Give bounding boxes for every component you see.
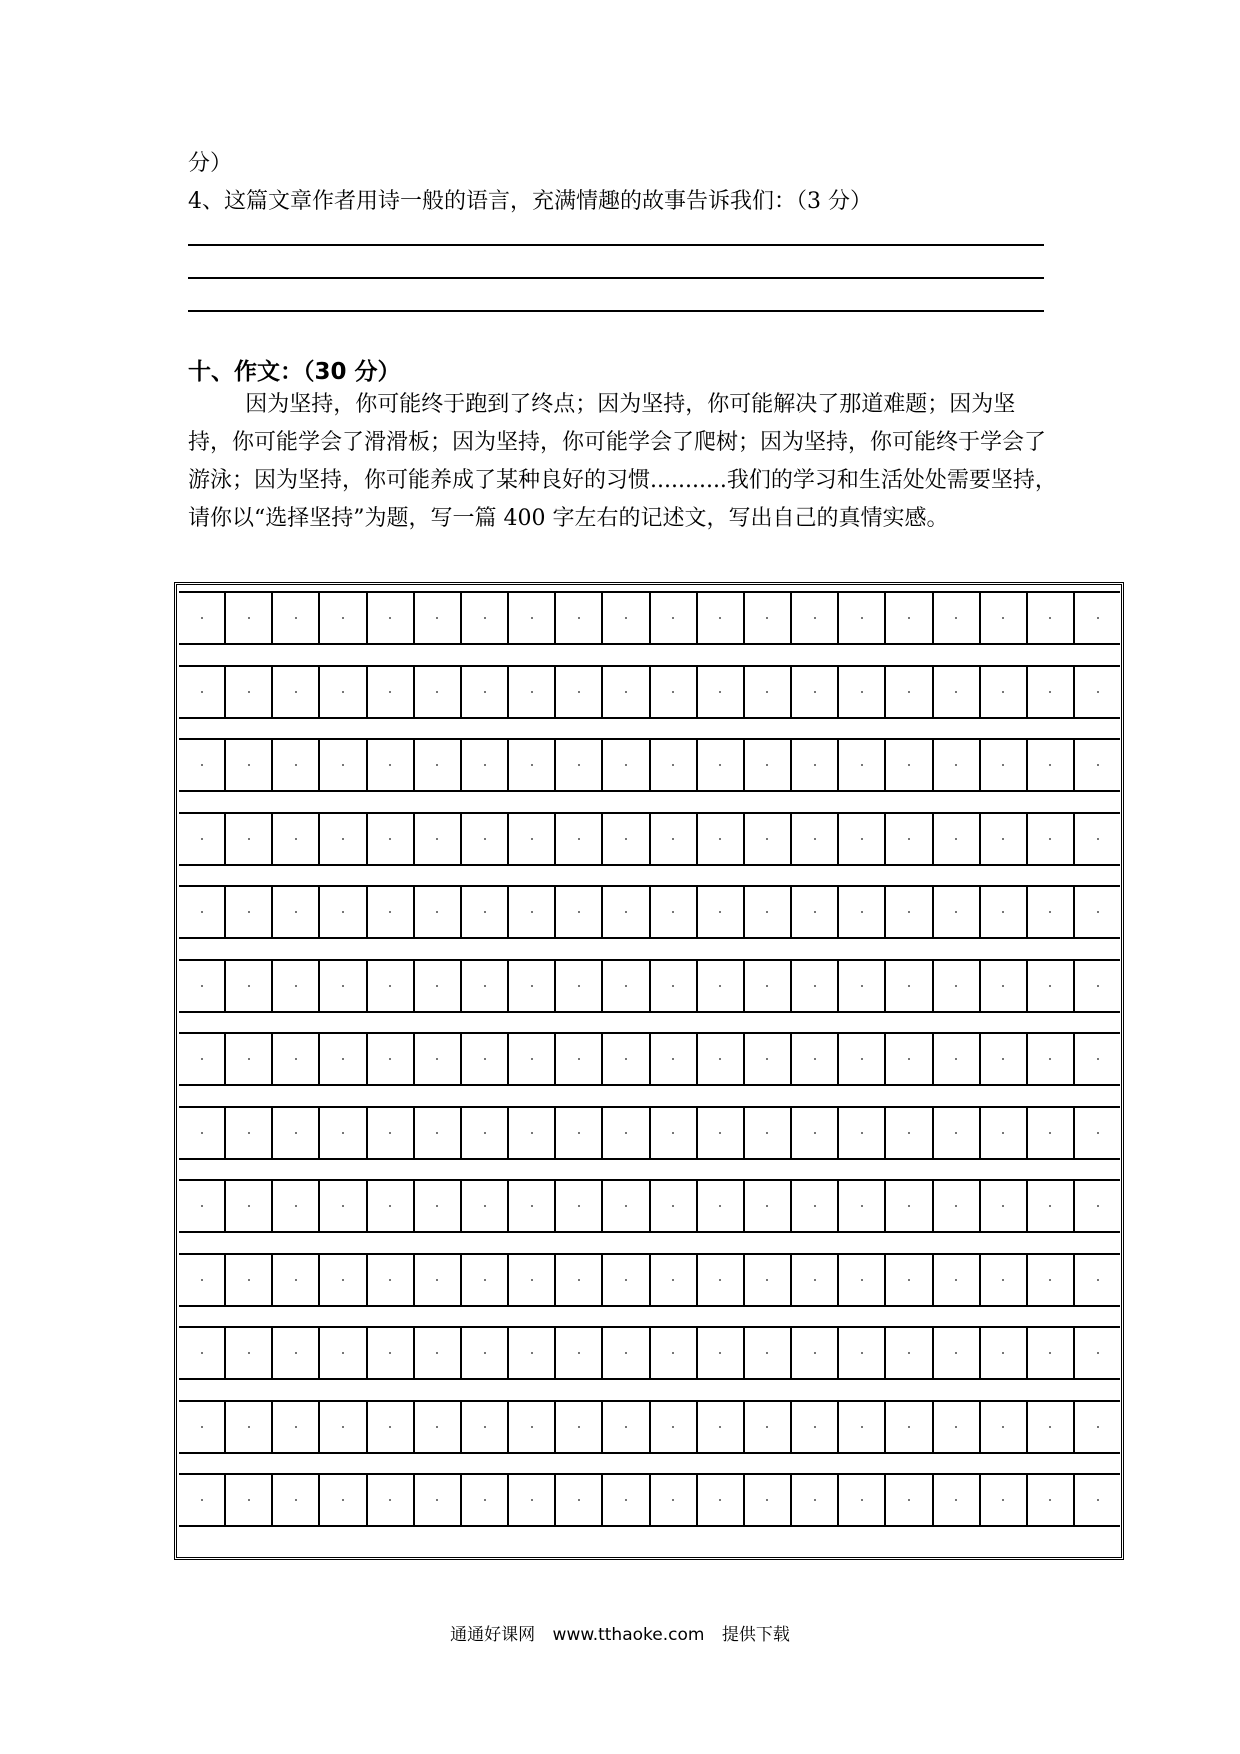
grid-cell[interactable]: [273, 740, 320, 790]
grid-cell[interactable]: [745, 887, 792, 937]
grid-cell[interactable]: [556, 593, 603, 643]
grid-cell[interactable]: [226, 961, 273, 1011]
grid-cell[interactable]: [1075, 814, 1120, 864]
grid-cell[interactable]: [1075, 1181, 1120, 1231]
grid-cell[interactable]: [320, 667, 367, 717]
grid-cell[interactable]: [556, 887, 603, 937]
grid-cell[interactable]: [462, 1034, 509, 1084]
grid-cell[interactable]: [509, 740, 556, 790]
grid-cell[interactable]: [1028, 887, 1075, 937]
grid-cell[interactable]: [934, 1475, 981, 1525]
grid-cell[interactable]: [981, 1034, 1028, 1084]
grid-cell[interactable]: [179, 814, 226, 864]
grid-cell[interactable]: [745, 1475, 792, 1525]
grid-cell[interactable]: [792, 961, 839, 1011]
grid-cell[interactable]: [698, 1328, 745, 1378]
grid-cell[interactable]: [934, 1402, 981, 1452]
grid-cell[interactable]: [839, 667, 886, 717]
grid-cell[interactable]: [698, 1181, 745, 1231]
grid-cell[interactable]: [226, 1475, 273, 1525]
grid-cell[interactable]: [1028, 1402, 1075, 1452]
grid-cell[interactable]: [934, 961, 981, 1011]
grid-cell[interactable]: [1028, 1108, 1075, 1158]
grid-cell[interactable]: [603, 667, 650, 717]
grid-cell[interactable]: [745, 1402, 792, 1452]
grid-cell[interactable]: [745, 814, 792, 864]
answer-line[interactable]: [188, 277, 1044, 279]
grid-cell[interactable]: [462, 1255, 509, 1305]
grid-cell[interactable]: [934, 593, 981, 643]
grid-cell[interactable]: [509, 1402, 556, 1452]
grid-cell[interactable]: [1028, 1034, 1075, 1084]
grid-cell[interactable]: [603, 887, 650, 937]
answer-line[interactable]: [188, 310, 1044, 312]
grid-cell[interactable]: [179, 1181, 226, 1231]
grid-cell[interactable]: [415, 1475, 462, 1525]
grid-cell[interactable]: [651, 1328, 698, 1378]
grid-cell[interactable]: [651, 593, 698, 643]
grid-cell[interactable]: [320, 1108, 367, 1158]
grid-cell[interactable]: [839, 593, 886, 643]
grid-cell[interactable]: [981, 667, 1028, 717]
grid-cell[interactable]: [368, 1181, 415, 1231]
grid-cell[interactable]: [556, 1402, 603, 1452]
grid-cell[interactable]: [320, 1181, 367, 1231]
grid-cell[interactable]: [792, 1328, 839, 1378]
grid-cell[interactable]: [226, 1181, 273, 1231]
grid-cell[interactable]: [462, 887, 509, 937]
grid-row: [179, 665, 1120, 719]
grid-cell[interactable]: [368, 1475, 415, 1525]
grid-cell[interactable]: [415, 1402, 462, 1452]
grid-cell[interactable]: [698, 961, 745, 1011]
grid-cell[interactable]: [1075, 740, 1120, 790]
grid-cell[interactable]: [462, 814, 509, 864]
grid-cell[interactable]: [179, 1475, 226, 1525]
grid-cell[interactable]: [886, 814, 933, 864]
grid-cell[interactable]: [556, 1108, 603, 1158]
grid-cell[interactable]: [368, 1034, 415, 1084]
grid-cell[interactable]: [1028, 740, 1075, 790]
grid-cell[interactable]: [1075, 887, 1120, 937]
grid-cell[interactable]: [792, 1181, 839, 1231]
grid-cell[interactable]: [273, 667, 320, 717]
grid-cell[interactable]: [415, 814, 462, 864]
grid-cell[interactable]: [320, 961, 367, 1011]
grid-cell[interactable]: [368, 1108, 415, 1158]
grid-cell[interactable]: [651, 1181, 698, 1231]
grid-cell[interactable]: [556, 961, 603, 1011]
grid-cell[interactable]: [934, 740, 981, 790]
grid-cell[interactable]: [320, 1328, 367, 1378]
grid-cell[interactable]: [179, 1328, 226, 1378]
grid-cell[interactable]: [981, 961, 1028, 1011]
grid-cell[interactable]: [415, 740, 462, 790]
grid-cell[interactable]: [509, 814, 556, 864]
grid-cell[interactable]: [273, 1328, 320, 1378]
grid-cell[interactable]: [698, 667, 745, 717]
grid-cell[interactable]: [1028, 593, 1075, 643]
grid-cell[interactable]: [368, 1255, 415, 1305]
grid-cell[interactable]: [698, 1034, 745, 1084]
grid-cell[interactable]: [273, 1108, 320, 1158]
grid-cell[interactable]: [462, 1402, 509, 1452]
grid-row: [179, 1179, 1120, 1233]
grid-cell[interactable]: [556, 1475, 603, 1525]
grid-cell[interactable]: [651, 1402, 698, 1452]
grid-row: [179, 1326, 1120, 1380]
grid-cell[interactable]: [603, 1181, 650, 1231]
grid-cell[interactable]: [462, 593, 509, 643]
grid-row: [179, 1106, 1120, 1160]
grid-cell[interactable]: [1075, 1328, 1120, 1378]
grid-cell[interactable]: [886, 961, 933, 1011]
grid-cell[interactable]: [368, 814, 415, 864]
grid-cell[interactable]: [226, 1328, 273, 1378]
grid-cell[interactable]: [745, 1181, 792, 1231]
grid-row: [179, 1253, 1120, 1307]
grid-cell[interactable]: [839, 1034, 886, 1084]
grid-cell[interactable]: [603, 593, 650, 643]
grid-cell[interactable]: [934, 1181, 981, 1231]
grid-cell[interactable]: [603, 1475, 650, 1525]
grid-cell[interactable]: [1075, 961, 1120, 1011]
grid-cell[interactable]: [934, 887, 981, 937]
grid-cell[interactable]: [368, 961, 415, 1011]
grid-cell[interactable]: [651, 1034, 698, 1084]
grid-cell[interactable]: [320, 740, 367, 790]
grid-cell[interactable]: [886, 1255, 933, 1305]
grid-cell[interactable]: [320, 1475, 367, 1525]
grid-cell[interactable]: [273, 1255, 320, 1305]
grid-cell[interactable]: [934, 1108, 981, 1158]
grid-cell[interactable]: [368, 887, 415, 937]
grid-cell[interactable]: [1075, 1108, 1120, 1158]
grid-cell[interactable]: [320, 887, 367, 937]
grid-cell[interactable]: [792, 593, 839, 643]
grid-cell[interactable]: [368, 593, 415, 643]
composition-prompt: [188, 386, 1058, 538]
grid-row: [179, 1032, 1120, 1086]
grid-cell[interactable]: [273, 887, 320, 937]
grid-cell[interactable]: [320, 1034, 367, 1084]
grid-cell[interactable]: [839, 814, 886, 864]
grid-cell[interactable]: [509, 887, 556, 937]
grid-cell[interactable]: [651, 1255, 698, 1305]
grid-cell[interactable]: [981, 740, 1028, 790]
grid-cell[interactable]: [934, 814, 981, 864]
grid-cell[interactable]: [226, 814, 273, 864]
grid-cell[interactable]: [509, 1108, 556, 1158]
grid-cell[interactable]: [934, 1255, 981, 1305]
grid-cell[interactable]: [1075, 667, 1120, 717]
grid-cell[interactable]: [179, 887, 226, 937]
grid-cell[interactable]: [603, 740, 650, 790]
grid-cell[interactable]: [1028, 1475, 1075, 1525]
grid-cell[interactable]: [745, 1255, 792, 1305]
grid-cell[interactable]: [698, 1475, 745, 1525]
grid-cell[interactable]: [368, 667, 415, 717]
grid-cell[interactable]: [179, 1402, 226, 1452]
grid-cell[interactable]: [651, 814, 698, 864]
grid-cell[interactable]: [462, 961, 509, 1011]
footer-note: 提供下载: [721, 1625, 790, 1645]
grid-cell[interactable]: [415, 1181, 462, 1231]
grid-cell[interactable]: [320, 814, 367, 864]
grid-cell[interactable]: [698, 1108, 745, 1158]
grid-cell[interactable]: [603, 1034, 650, 1084]
grid-cell[interactable]: [745, 1034, 792, 1084]
grid-cell[interactable]: [698, 593, 745, 643]
grid-cell[interactable]: [792, 1255, 839, 1305]
grid-cell[interactable]: [886, 1181, 933, 1231]
grid-cell[interactable]: [556, 667, 603, 717]
grid-cell[interactable]: [1028, 814, 1075, 864]
grid-cell[interactable]: [179, 667, 226, 717]
grid-cell[interactable]: [462, 1328, 509, 1378]
grid-cell[interactable]: [273, 593, 320, 643]
grid-cell[interactable]: [509, 961, 556, 1011]
grid-cell[interactable]: [556, 1255, 603, 1305]
grid-cell[interactable]: [415, 1255, 462, 1305]
grid-cell[interactable]: [886, 887, 933, 937]
grid-cell[interactable]: [839, 740, 886, 790]
grid-cell[interactable]: [886, 593, 933, 643]
grid-row: [179, 959, 1120, 1013]
grid-cell[interactable]: [981, 593, 1028, 643]
grid-cell[interactable]: [273, 1034, 320, 1084]
composition-heading: 十、作文：（30 分）: [188, 359, 401, 385]
grid-cell[interactable]: [1028, 667, 1075, 717]
grid-cell[interactable]: [886, 667, 933, 717]
grid-cell[interactable]: [1075, 1475, 1120, 1525]
grid-cell[interactable]: [415, 1108, 462, 1158]
grid-cell[interactable]: [792, 667, 839, 717]
grid-cell[interactable]: [886, 1108, 933, 1158]
grid-cell[interactable]: [792, 1475, 839, 1525]
grid-cell[interactable]: [320, 593, 367, 643]
grid-cell[interactable]: [226, 887, 273, 937]
grid-cell[interactable]: [226, 1108, 273, 1158]
grid-cell[interactable]: [981, 887, 1028, 937]
grid-cell[interactable]: [415, 593, 462, 643]
grid-cell[interactable]: [886, 1034, 933, 1084]
grid-cell[interactable]: [745, 740, 792, 790]
grid-cell[interactable]: [981, 814, 1028, 864]
grid-cell[interactable]: [603, 1255, 650, 1305]
grid-cell[interactable]: [415, 667, 462, 717]
grid-cell[interactable]: [698, 1255, 745, 1305]
answer-line[interactable]: [188, 244, 1044, 246]
grid-cell[interactable]: [651, 1475, 698, 1525]
grid-row: [179, 591, 1120, 645]
grid-cell[interactable]: [839, 1475, 886, 1525]
grid-cell[interactable]: [745, 1108, 792, 1158]
grid-cell[interactable]: [698, 1402, 745, 1452]
grid-cell[interactable]: [509, 1034, 556, 1084]
grid-cell[interactable]: [179, 593, 226, 643]
grid-cell[interactable]: [509, 593, 556, 643]
grid-cell[interactable]: [273, 814, 320, 864]
grid-cell[interactable]: [1028, 1181, 1075, 1231]
grid-cell[interactable]: [886, 1402, 933, 1452]
grid-row: [179, 885, 1120, 939]
grid-cell[interactable]: [698, 887, 745, 937]
page-footer: [0, 1620, 1240, 1645]
grid-cell[interactable]: [792, 1402, 839, 1452]
grid-cell[interactable]: [556, 1034, 603, 1084]
footer-site-name: 通通好课网: [450, 1625, 536, 1645]
grid-cell[interactable]: [415, 887, 462, 937]
grid-cell[interactable]: [792, 1034, 839, 1084]
grid-cell[interactable]: [603, 1402, 650, 1452]
grid-cell[interactable]: [981, 1181, 1028, 1231]
grid-cell[interactable]: [509, 1255, 556, 1305]
grid-cell[interactable]: [320, 1402, 367, 1452]
grid-cell[interactable]: [273, 1402, 320, 1452]
grid-cell[interactable]: [1028, 961, 1075, 1011]
grid-cell[interactable]: [651, 740, 698, 790]
grid-cell[interactable]: [745, 1328, 792, 1378]
grid-cell[interactable]: [462, 1475, 509, 1525]
grid-cell[interactable]: [839, 1108, 886, 1158]
grid-cell[interactable]: [462, 1181, 509, 1231]
grid-cell[interactable]: [1028, 1328, 1075, 1378]
grid-cell[interactable]: [839, 1328, 886, 1378]
grid-cell[interactable]: [981, 1108, 1028, 1158]
grid-cell[interactable]: [934, 1034, 981, 1084]
grid-cell[interactable]: [603, 1108, 650, 1158]
grid-row: [179, 1400, 1120, 1454]
grid-cell[interactable]: [1075, 1255, 1120, 1305]
grid-cell[interactable]: [981, 1255, 1028, 1305]
grid-cell[interactable]: [745, 961, 792, 1011]
grid-cell[interactable]: [886, 740, 933, 790]
grid-cell[interactable]: [368, 740, 415, 790]
grid-cell[interactable]: [179, 1108, 226, 1158]
grid-cell[interactable]: [1075, 593, 1120, 643]
grid-cell[interactable]: [981, 1402, 1028, 1452]
grid-cell[interactable]: [226, 1255, 273, 1305]
grid-row: [179, 738, 1120, 792]
grid-cell[interactable]: [745, 593, 792, 643]
grid-cell[interactable]: [415, 1328, 462, 1378]
grid-cell[interactable]: [415, 961, 462, 1011]
grid-cell[interactable]: [698, 740, 745, 790]
grid-cell[interactable]: [226, 1034, 273, 1084]
grid-cell[interactable]: [415, 1034, 462, 1084]
grid-cell[interactable]: [603, 814, 650, 864]
grid-row: [179, 1473, 1120, 1527]
grid-cell[interactable]: [651, 961, 698, 1011]
grid-cell[interactable]: [934, 667, 981, 717]
grid-cell[interactable]: [934, 1328, 981, 1378]
question-4: 4、这篇文章作者用诗一般的语言，充满情趣的故事告诉我们：（3 分）: [188, 189, 872, 214]
grid-cell[interactable]: [792, 814, 839, 864]
grid-cell[interactable]: [509, 1328, 556, 1378]
grid-cell[interactable]: [226, 740, 273, 790]
grid-cell[interactable]: [1028, 1255, 1075, 1305]
grid-cell[interactable]: [226, 667, 273, 717]
grid-cell[interactable]: [226, 1402, 273, 1452]
grid-cell[interactable]: [462, 667, 509, 717]
grid-cell[interactable]: [651, 1108, 698, 1158]
grid-cell[interactable]: [320, 1255, 367, 1305]
grid-cell[interactable]: [603, 961, 650, 1011]
grid-cell[interactable]: [179, 961, 226, 1011]
composition-prompt-text: 因为坚持，你可能终于跑到了终点；因为坚持，你可能解决了那道难题；因为坚持，你可能学会了滑滑板；因为坚持，你可能学会了爬树；因为坚持，你可能终于学会了游泳；因为坚持，你可能养成了某种良好的习惯...........我们的学习和生活处处需要坚持，请你以“选择坚持”为题，写一篇 400 字左右的记述文，写出自己的真情实感。: [188, 392, 1057, 531]
grid-cell[interactable]: [273, 1181, 320, 1231]
grid-cell[interactable]: [792, 1108, 839, 1158]
grid-cell[interactable]: [509, 1181, 556, 1231]
grid-cell[interactable]: [603, 1328, 650, 1378]
grid-cell[interactable]: [839, 1255, 886, 1305]
grid-cell[interactable]: [1075, 1402, 1120, 1452]
grid-cell[interactable]: [368, 1328, 415, 1378]
grid-cell[interactable]: [886, 1328, 933, 1378]
grid-cell[interactable]: [462, 1108, 509, 1158]
grid-cell[interactable]: [462, 740, 509, 790]
grid-cell[interactable]: [1075, 1034, 1120, 1084]
writing-grid[interactable]: [174, 582, 1124, 1560]
grid-cell[interactable]: [368, 1402, 415, 1452]
grid-cell[interactable]: [792, 887, 839, 937]
grid-cell[interactable]: [556, 740, 603, 790]
grid-cell[interactable]: [698, 814, 745, 864]
grid-cell[interactable]: [179, 740, 226, 790]
grid-cell[interactable]: [556, 814, 603, 864]
footer-url: www.tthaoke.com: [552, 1625, 705, 1645]
previous-question-fragment: 分）: [188, 151, 233, 176]
grid-cell[interactable]: [745, 667, 792, 717]
grid-cell[interactable]: [792, 740, 839, 790]
grid-cell[interactable]: [839, 1181, 886, 1231]
grid-cell[interactable]: [981, 1475, 1028, 1525]
grid-cell[interactable]: [509, 667, 556, 717]
grid-cell[interactable]: [886, 1475, 933, 1525]
grid-cell[interactable]: [179, 1255, 226, 1305]
grid-cell[interactable]: [509, 1475, 556, 1525]
grid-cell[interactable]: [226, 593, 273, 643]
grid-cell[interactable]: [556, 1181, 603, 1231]
grid-cell[interactable]: [179, 1034, 226, 1084]
grid-cell[interactable]: [651, 667, 698, 717]
grid-cell[interactable]: [273, 1475, 320, 1525]
grid-cell[interactable]: [839, 887, 886, 937]
grid-cell[interactable]: [556, 1328, 603, 1378]
grid-cell[interactable]: [839, 961, 886, 1011]
grid-cell[interactable]: [273, 961, 320, 1011]
grid-cell[interactable]: [651, 887, 698, 937]
grid-row: [179, 812, 1120, 866]
grid-cell[interactable]: [981, 1328, 1028, 1378]
grid-cell[interactable]: [839, 1402, 886, 1452]
